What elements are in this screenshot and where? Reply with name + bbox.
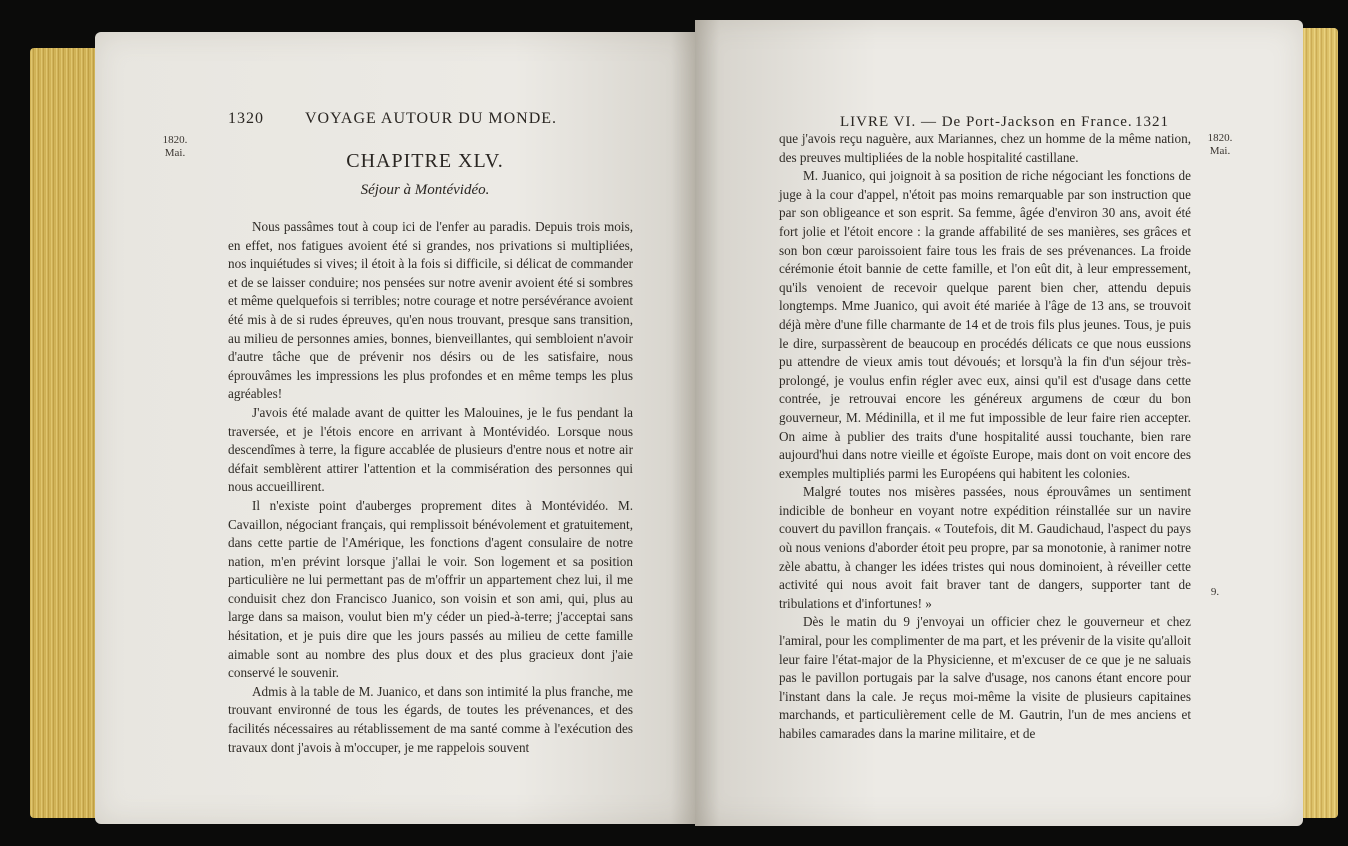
- margin-date-left: [155, 134, 195, 160]
- page-number-left: 1320: [228, 110, 264, 127]
- open-book: [20, 18, 1338, 836]
- paragraph: Malgré toutes nos misères passées, nous éprouvâmes un sentiment indicible de bonheur en voyant notre expédition réinstallée sur un navire couvert du pavillon français. « Toutefois, dit M. Gaudichaud, l'aspect du pays où nous venions d'aborder étoit peu propre, par sa monotonie, à ranimer notre zèle abattu, à changer les idées tristes qui nous dominoient, à réveiller cette activité qui nous avoit fait braver tant de dangers, supporter tant de tribulations et d'infortunes! »: [779, 484, 1191, 611]
- page-edges-right: [1298, 28, 1338, 818]
- paragraph: J'avois été malade avant de quitter les Malouines, je le fus pendant la traversée, et je l'étois encore en arrivant à Montévidéo. Lorsque nous descendîmes à terre, la figure accablée de plusieurs d'entre nous et notre air défait semblèrent attirer l'attention et la commisération des personnes qui nous accueillirent.: [228, 404, 633, 495]
- running-title-left: VOYAGE AUTOUR DU MONDE.: [305, 110, 558, 127]
- margin-month: Mai.: [1209, 145, 1231, 157]
- paragraph: Nous passâmes tout à coup ici de l'enfer au paradis. Depuis trois mois, en effet, nos fatigues avoient été si grandes, nos privations si multipliées, nos inquiétudes si vives; il étoit à la fois si difficile, si délicat de commander et de se laisser conduire; nos pensées sur notre avenir avoient été si sombres et même quelquefois si terribles; notre courage et notre persévérance avoient été mis à de si rudes épreuves, qu'en nous trouvant, presque sans transition, au milieu de personnes amies, bonnes, bienveillantes, qui sembloient n'avoir d'autre tâche que de prévenir nos désirs ou de les satisfaire, nous éprouvâmes les impressions les plus profondes et en même temps les plus agréables!: [228, 219, 633, 402]
- paragraph-continued: que j'avois reçu naguère, aux Mariannes, chez un homme de la même nation, des preuves multipliées de la noble hospitalité castillane.: [779, 131, 1191, 165]
- left-body-text: [228, 218, 633, 757]
- margin-month: Mai.: [164, 147, 186, 159]
- margin-date-right: [1200, 132, 1240, 158]
- chapter-subtitle: Séjour à Montévidéo.: [360, 182, 490, 198]
- paragraph: Il n'existe point d'auberges proprement dites à Montévidéo. M. Cavaillon, négociant français, qui remplissoit bénévolement et gratuitement, dans cette partie de l'Amérique, les fonctions d'agent consulaire de notre nation, m'en prévint lorsque j'allai le voir. Son logement et sa position particulière ne lui permettant pas de m'offrir un appartement chez lui, il me conduisit chez don Francisco Juanico, son voisin et son ami, qui, plus au large dans sa maison, voulut bien m'y céder un pied-à-terre; j'acceptai sans hésitation, et je puis dire que les jours passés au milieu de cette famille aimable sont au nombre des plus doux et des plus gracieux dont j'aie conservé le souvenir.: [228, 497, 633, 681]
- page-number-right: 1321: [1135, 114, 1169, 130]
- paragraph: Dès le matin du 9 j'envoyai un officier chez le gouverneur et chez l'amiral, pour les complimenter de ma part, et les prévenir de la visite qu'alloit leur faire l'état-major de la Physicienne, et m'excuser de ce que je ne saluais pas le pavillon portugais par la salve d'usage, nos canons étant encore pour l'instant dans la cale. Je reçus moi-même la visite de plusieurs capitaines marchands, et particulièrement celle de M. Gautrin, l'un de mes anciens et habiles camarades dans la marine militaire, et de: [779, 614, 1191, 741]
- paragraph: M. Juanico, qui joignoit à sa position de riche négociant les fonctions de juge à la cour d'appel, n'étoit pas moins remarquable par son instruction que par son obligeance et son esprit. Sa femme, âgée d'environ 30 ans, avoit été fort jolie et l'étoit encore : la grande affabilité de ses manières, ses grâces et son bon cœur paroissoient faire tous les frais de ses prévenances. La froide cérémonie étoit bannie de cette famille, et l'on eût dit, à leur empressement, qu'ils venoient de recevoir quelque parent bien cher, attendu depuis longtemps. Mme Juanico, qui avoit été mariée à l'âge de 13 ans, se trouvoit déjà mère d'une fille charmante de 14 et de trois fils plus jeunes. Tous, je puis le dire, surpassèrent de beaucoup en procédés délicats ce que nous eussions pu attendre de vieux amis tout dévoués; et lorsqu'à la fin d'un séjour très-prolongé, je voulus enfin régler avec eux, ainsi qu'il est d'usage dans cette contrée, je retrouvai encore les généreux argumens de cœur du bon gouverneur, M. Médinilla, et il me fut impossible de leur faire rien accepter. On aime à publier des traits d'une hospitalité aussi touchante, bien rare aujourd'hui dans notre vieille et égoïste Europe, mais dont on voit encore des exemples multipliés parmi les Européens qui habitent les colonies.: [779, 168, 1191, 481]
- chapter-title: CHAPITRE XLV.: [346, 150, 504, 172]
- margin-year: 1820.: [1207, 132, 1233, 144]
- paragraph: Admis à la table de M. Juanico, et dans son intimité la plus franche, me trouvant environné de tous les égards, de toutes les prévenances, et des facilités nécessaires au rétablissement de ma santé comme à l'exécution des travaux dont j'avois à m'occuper, je me rappelois souvent: [228, 683, 633, 755]
- left-page: [95, 32, 695, 824]
- right-page: [695, 20, 1303, 826]
- margin-day: 9.: [1210, 586, 1220, 598]
- margin-year: 1820.: [162, 134, 188, 146]
- right-body-text: [779, 130, 1191, 744]
- running-title-right: LIVRE VI. — De Port-Jackson en France.: [840, 114, 1133, 130]
